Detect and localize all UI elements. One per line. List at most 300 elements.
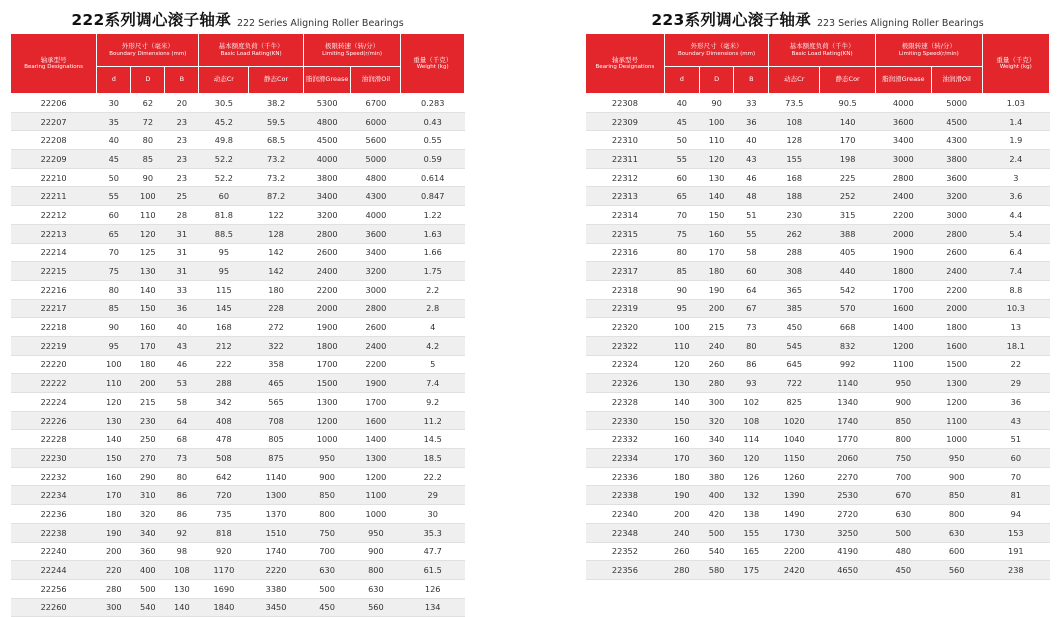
cell-weight: 0.283	[401, 94, 465, 113]
cell-weight: 1.9	[982, 131, 1049, 150]
cell-designation: 22238	[11, 523, 97, 542]
cell-d: 170	[97, 486, 131, 505]
cell-grease: 900	[875, 393, 931, 412]
cell-B: 126	[734, 467, 769, 486]
cell-weight: 5	[401, 355, 465, 374]
cell-d: 220	[97, 561, 131, 580]
header-dimensions: 外形尺寸（毫米） Boundary Dimensions (mm)	[664, 34, 768, 67]
cell-d: 45	[664, 112, 699, 131]
bearing-table-222	[10, 33, 465, 617]
cell-designation: 22310	[586, 131, 665, 150]
cell-D: 100	[699, 112, 734, 131]
cell-grease: 750	[303, 523, 351, 542]
cell-grease: 1600	[875, 299, 931, 318]
cell-grease: 2400	[875, 187, 931, 206]
cell-weight: 4.4	[982, 206, 1049, 225]
cell-weight: 30	[401, 505, 465, 524]
table-row	[11, 168, 465, 187]
cell-weight: 2.2	[401, 280, 465, 299]
cell-weight: 0.55	[401, 131, 465, 150]
cell-d: 95	[664, 299, 699, 318]
cell-grease: 3400	[303, 187, 351, 206]
table-row	[11, 393, 465, 412]
table-row	[586, 374, 1050, 393]
cell-oil: 3000	[351, 280, 401, 299]
title-en: 223 Series Aligning Roller Bearings	[816, 18, 984, 29]
cell-designation: 22313	[586, 187, 665, 206]
cell-grease: 1000	[303, 430, 351, 449]
cell-D: 160	[699, 224, 734, 243]
cell-cor: 440	[820, 262, 876, 281]
cell-weight: 134	[401, 598, 465, 617]
table-row	[586, 112, 1050, 131]
cell-B: 93	[734, 374, 769, 393]
cell-weight: 81	[982, 486, 1049, 505]
table-title	[585, 0, 1050, 33]
cell-B: 31	[165, 243, 199, 262]
table-row	[586, 131, 1050, 150]
cell-oil: 850	[931, 486, 982, 505]
cell-grease: 950	[303, 449, 351, 468]
header-cor: 静态Cor	[820, 67, 876, 94]
cell-designation: 22348	[586, 523, 665, 542]
cell-B: 46	[165, 355, 199, 374]
cell-d: 180	[97, 505, 131, 524]
cell-weight: 35.3	[401, 523, 465, 542]
cell-grease: 3400	[875, 131, 931, 150]
cell-cr: 1020	[769, 411, 820, 430]
cell-d: 95	[97, 336, 131, 355]
header-B: B	[734, 67, 769, 94]
cell-D: 540	[131, 598, 165, 617]
cell-grease: 1100	[875, 355, 931, 374]
table-row	[11, 486, 465, 505]
cell-D: 150	[131, 299, 165, 318]
table-row	[11, 449, 465, 468]
cell-weight: 51	[982, 430, 1049, 449]
cell-cr: 222	[199, 355, 249, 374]
table-row	[586, 224, 1050, 243]
cell-designation: 22317	[586, 262, 665, 281]
cell-B: 53	[165, 374, 199, 393]
cell-D: 170	[131, 336, 165, 355]
cell-cor: 180	[249, 280, 303, 299]
cell-cr: 52.2	[199, 168, 249, 187]
cell-weight: 5.4	[982, 224, 1049, 243]
cell-oil: 4300	[931, 131, 982, 150]
cell-cor: 3380	[249, 579, 303, 598]
cell-B: 98	[165, 542, 199, 561]
header-cr: 动态Cr	[199, 67, 249, 94]
cell-cr: 49.8	[199, 131, 249, 150]
cell-cor: 128	[249, 224, 303, 243]
cell-cr: 1040	[769, 430, 820, 449]
cell-oil: 3600	[931, 168, 982, 187]
cell-cr: 385	[769, 299, 820, 318]
cell-cor: 465	[249, 374, 303, 393]
cell-oil: 900	[351, 542, 401, 561]
cell-d: 65	[97, 224, 131, 243]
cell-designation: 22315	[586, 224, 665, 243]
table-row	[11, 374, 465, 393]
table-row	[586, 187, 1050, 206]
cell-d: 75	[664, 224, 699, 243]
cell-grease: 1900	[875, 243, 931, 262]
cell-B: 165	[734, 542, 769, 561]
header-weight: 重量（千克） Weight (kg)	[401, 34, 465, 94]
cell-B: 114	[734, 430, 769, 449]
table-row	[586, 486, 1050, 505]
cell-d: 85	[97, 299, 131, 318]
cell-designation: 22312	[586, 168, 665, 187]
cell-grease: 1800	[303, 336, 351, 355]
cell-cor: 140	[820, 112, 876, 131]
cell-weight: 18.5	[401, 449, 465, 468]
cell-d: 160	[97, 467, 131, 486]
cell-grease: 950	[875, 374, 931, 393]
cell-grease: 1400	[875, 318, 931, 337]
cell-designation: 22207	[11, 112, 97, 131]
cell-grease: 5300	[303, 94, 351, 113]
cell-cor: 252	[820, 187, 876, 206]
cell-designation: 22234	[11, 486, 97, 505]
cell-oil: 1100	[931, 411, 982, 430]
cell-d: 60	[97, 206, 131, 225]
header-grease: 脂润滑Grease	[875, 67, 931, 94]
cell-designation: 22320	[586, 318, 665, 337]
cell-B: 64	[734, 280, 769, 299]
cell-designation: 22308	[586, 94, 665, 113]
cell-B: 40	[165, 318, 199, 337]
cell-grease: 1500	[303, 374, 351, 393]
cell-designation: 22212	[11, 206, 97, 225]
cell-B: 33	[734, 94, 769, 113]
table-row	[11, 411, 465, 430]
cell-d: 40	[664, 94, 699, 113]
cell-designation: 22352	[586, 542, 665, 561]
cell-oil: 4300	[351, 187, 401, 206]
cell-D: 180	[131, 355, 165, 374]
cell-designation: 22356	[586, 561, 665, 580]
table-row	[586, 243, 1050, 262]
cell-oil: 1000	[351, 505, 401, 524]
cell-B: 36	[165, 299, 199, 318]
cell-oil: 6700	[351, 94, 401, 113]
cell-weight: 4	[401, 318, 465, 337]
cell-d: 280	[97, 579, 131, 598]
header-load-rating: 基本额度负荷（千牛） Basic Load Rating(KN)	[199, 34, 303, 67]
cell-cor: 225	[820, 168, 876, 187]
cell-D: 400	[699, 486, 734, 505]
table-row	[586, 411, 1050, 430]
cell-oil: 1300	[931, 374, 982, 393]
cell-cr: 920	[199, 542, 249, 561]
cell-grease: 1200	[303, 411, 351, 430]
cell-grease: 4000	[303, 150, 351, 169]
cell-weight: 18.1	[982, 336, 1049, 355]
cell-d: 130	[664, 374, 699, 393]
header-D: D	[699, 67, 734, 94]
cell-D: 250	[131, 430, 165, 449]
cell-d: 120	[97, 393, 131, 412]
cell-cor: 805	[249, 430, 303, 449]
cell-D: 320	[699, 411, 734, 430]
cell-D: 360	[131, 542, 165, 561]
cell-cr: 308	[769, 262, 820, 281]
cell-designation: 22311	[586, 150, 665, 169]
cell-oil: 3400	[351, 243, 401, 262]
cell-weight: 61.5	[401, 561, 465, 580]
cell-designation: 22217	[11, 299, 97, 318]
cell-oil: 4800	[351, 168, 401, 187]
cell-grease: 4000	[875, 94, 931, 113]
cell-grease: 2200	[875, 206, 931, 225]
cell-grease: 2000	[875, 224, 931, 243]
cell-oil: 1700	[351, 393, 401, 412]
cell-oil: 2800	[931, 224, 982, 243]
cell-cr: 30.5	[199, 94, 249, 113]
cell-D: 340	[131, 523, 165, 542]
cell-designation: 22322	[586, 336, 665, 355]
cell-D: 240	[699, 336, 734, 355]
cell-d: 70	[664, 206, 699, 225]
cell-B: 68	[165, 430, 199, 449]
cell-weight: 1.4	[982, 112, 1049, 131]
cell-cr: 168	[199, 318, 249, 337]
cell-B: 31	[165, 224, 199, 243]
cell-designation: 22219	[11, 336, 97, 355]
cell-cor: 87.2	[249, 187, 303, 206]
cell-B: 23	[165, 150, 199, 169]
cell-designation: 22230	[11, 449, 97, 468]
cell-D: 140	[131, 280, 165, 299]
cell-cr: 1490	[769, 505, 820, 524]
cell-cr: 188	[769, 187, 820, 206]
cell-oil: 2600	[351, 318, 401, 337]
cell-B: 73	[165, 449, 199, 468]
table-title	[10, 0, 465, 33]
cell-cr: 262	[769, 224, 820, 243]
cell-D: 340	[699, 430, 734, 449]
cell-oil: 3200	[351, 262, 401, 281]
cell-grease: 1900	[303, 318, 351, 337]
cell-oil: 2200	[351, 355, 401, 374]
table-row	[11, 355, 465, 374]
header-d: d	[97, 67, 131, 94]
header-limiting-speed: 极限转速（转/分） Limiting Speed(r/min)	[875, 34, 982, 67]
header-load-rating: 基本额度负荷（千牛） Basic Load Rating(KN)	[769, 34, 876, 67]
cell-oil: 1000	[931, 430, 982, 449]
cell-weight: 238	[982, 561, 1049, 580]
cell-D: 110	[699, 131, 734, 150]
cell-d: 85	[664, 262, 699, 281]
cell-d: 70	[97, 243, 131, 262]
cell-D: 540	[699, 542, 734, 561]
cell-grease: 800	[303, 505, 351, 524]
cell-cr: 365	[769, 280, 820, 299]
cell-cr: 145	[199, 299, 249, 318]
cell-cor: 2060	[820, 449, 876, 468]
cell-weight: 60	[982, 449, 1049, 468]
cell-designation: 22240	[11, 542, 97, 561]
cell-oil: 5000	[351, 150, 401, 169]
cell-B: 86	[165, 486, 199, 505]
cell-D: 125	[131, 243, 165, 262]
cell-D: 230	[131, 411, 165, 430]
cell-cr: 73.5	[769, 94, 820, 113]
cell-B: 43	[734, 150, 769, 169]
header-d: d	[664, 67, 699, 94]
cell-cr: 1390	[769, 486, 820, 505]
cell-B: 23	[165, 168, 199, 187]
cell-B: 31	[165, 262, 199, 281]
cell-cor: 2220	[249, 561, 303, 580]
cell-d: 140	[97, 430, 131, 449]
cell-weight: 6.4	[982, 243, 1049, 262]
table-row	[11, 262, 465, 281]
cell-grease: 1300	[303, 393, 351, 412]
table-row	[11, 131, 465, 150]
cell-d: 120	[664, 355, 699, 374]
cell-cor: 708	[249, 411, 303, 430]
cell-d: 30	[97, 94, 131, 113]
cell-designation: 22214	[11, 243, 97, 262]
cell-D: 215	[699, 318, 734, 337]
cell-designation: 22222	[11, 374, 97, 393]
table-row	[586, 280, 1050, 299]
cell-oil: 1600	[351, 411, 401, 430]
cell-weight: 0.614	[401, 168, 465, 187]
cell-cr: 168	[769, 168, 820, 187]
cell-designation: 22336	[586, 467, 665, 486]
cell-cor: 832	[820, 336, 876, 355]
cell-oil: 6000	[351, 112, 401, 131]
cell-D: 420	[699, 505, 734, 524]
cell-cor: 1510	[249, 523, 303, 542]
title-cn: 222系列调心滚子轴承	[71, 11, 231, 29]
cell-cor: 570	[820, 299, 876, 318]
cell-designation: 22236	[11, 505, 97, 524]
cell-oil: 630	[931, 523, 982, 542]
cell-cr: 722	[769, 374, 820, 393]
cell-grease: 900	[303, 467, 351, 486]
cell-D: 120	[131, 224, 165, 243]
cell-weight: 0.43	[401, 112, 465, 131]
cell-B: 23	[165, 131, 199, 150]
cell-designation: 22211	[11, 187, 97, 206]
cell-cr: 645	[769, 355, 820, 374]
cell-cr: 1150	[769, 449, 820, 468]
cell-d: 50	[664, 131, 699, 150]
cell-cor: 388	[820, 224, 876, 243]
table-row	[11, 336, 465, 355]
cell-oil: 1400	[351, 430, 401, 449]
cell-B: 25	[165, 187, 199, 206]
cell-designation: 22224	[11, 393, 97, 412]
cell-designation: 22228	[11, 430, 97, 449]
cell-cor: 198	[820, 150, 876, 169]
table-row	[586, 299, 1050, 318]
cell-cr: 288	[199, 374, 249, 393]
cell-cr: 818	[199, 523, 249, 542]
cell-cr: 2200	[769, 542, 820, 561]
cell-weight: 0.847	[401, 187, 465, 206]
cell-grease: 500	[875, 523, 931, 542]
table-row	[11, 542, 465, 561]
cell-B: 46	[734, 168, 769, 187]
cell-designation: 22213	[11, 224, 97, 243]
cell-weight: 3.6	[982, 187, 1049, 206]
cell-designation: 22340	[586, 505, 665, 524]
cell-d: 190	[664, 486, 699, 505]
cell-cor: 315	[820, 206, 876, 225]
cell-weight: 0.59	[401, 150, 465, 169]
cell-cor: 1340	[820, 393, 876, 412]
cell-weight: 1.66	[401, 243, 465, 262]
cell-grease: 2800	[875, 168, 931, 187]
table-row	[11, 523, 465, 542]
cell-B: 36	[734, 112, 769, 131]
cell-B: 92	[165, 523, 199, 542]
cell-oil: 560	[351, 598, 401, 617]
cell-B: 28	[165, 206, 199, 225]
table-row	[586, 168, 1050, 187]
cell-weight: 22	[982, 355, 1049, 374]
cell-oil: 5600	[351, 131, 401, 150]
cell-D: 130	[131, 262, 165, 281]
cell-B: 108	[165, 561, 199, 580]
cell-D: 150	[699, 206, 734, 225]
cell-d: 90	[97, 318, 131, 337]
cell-grease: 630	[303, 561, 351, 580]
cell-D: 62	[131, 94, 165, 113]
cell-B: 140	[165, 598, 199, 617]
cell-B: 48	[734, 187, 769, 206]
cell-cor: 170	[820, 131, 876, 150]
cell-oil: 5000	[931, 94, 982, 113]
cell-D: 400	[131, 561, 165, 580]
cell-D: 130	[699, 168, 734, 187]
cell-B: 138	[734, 505, 769, 524]
cell-cr: 1260	[769, 467, 820, 486]
cell-oil: 600	[931, 542, 982, 561]
cell-B: 86	[734, 355, 769, 374]
cell-designation: 22218	[11, 318, 97, 337]
cell-cr: 508	[199, 449, 249, 468]
cell-cor: 73.2	[249, 168, 303, 187]
cell-d: 170	[664, 449, 699, 468]
cell-grease: 700	[303, 542, 351, 561]
header-grease: 脂润滑Grease	[303, 67, 351, 94]
table-row	[586, 355, 1050, 374]
cell-B: 20	[165, 94, 199, 113]
cell-d: 90	[664, 280, 699, 299]
cell-weight: 36	[982, 393, 1049, 412]
cell-cr: 108	[769, 112, 820, 131]
table-row	[586, 150, 1050, 169]
cell-weight: 4.2	[401, 336, 465, 355]
cell-d: 35	[97, 112, 131, 131]
cell-designation: 22256	[11, 579, 97, 598]
cell-cr: 88.5	[199, 224, 249, 243]
cell-cor: 1140	[820, 374, 876, 393]
table-row	[586, 523, 1050, 542]
header-cr: 动态Cr	[769, 67, 820, 94]
cell-d: 180	[664, 467, 699, 486]
cell-D: 90	[131, 168, 165, 187]
cell-cor: 122	[249, 206, 303, 225]
cell-grease: 2600	[303, 243, 351, 262]
